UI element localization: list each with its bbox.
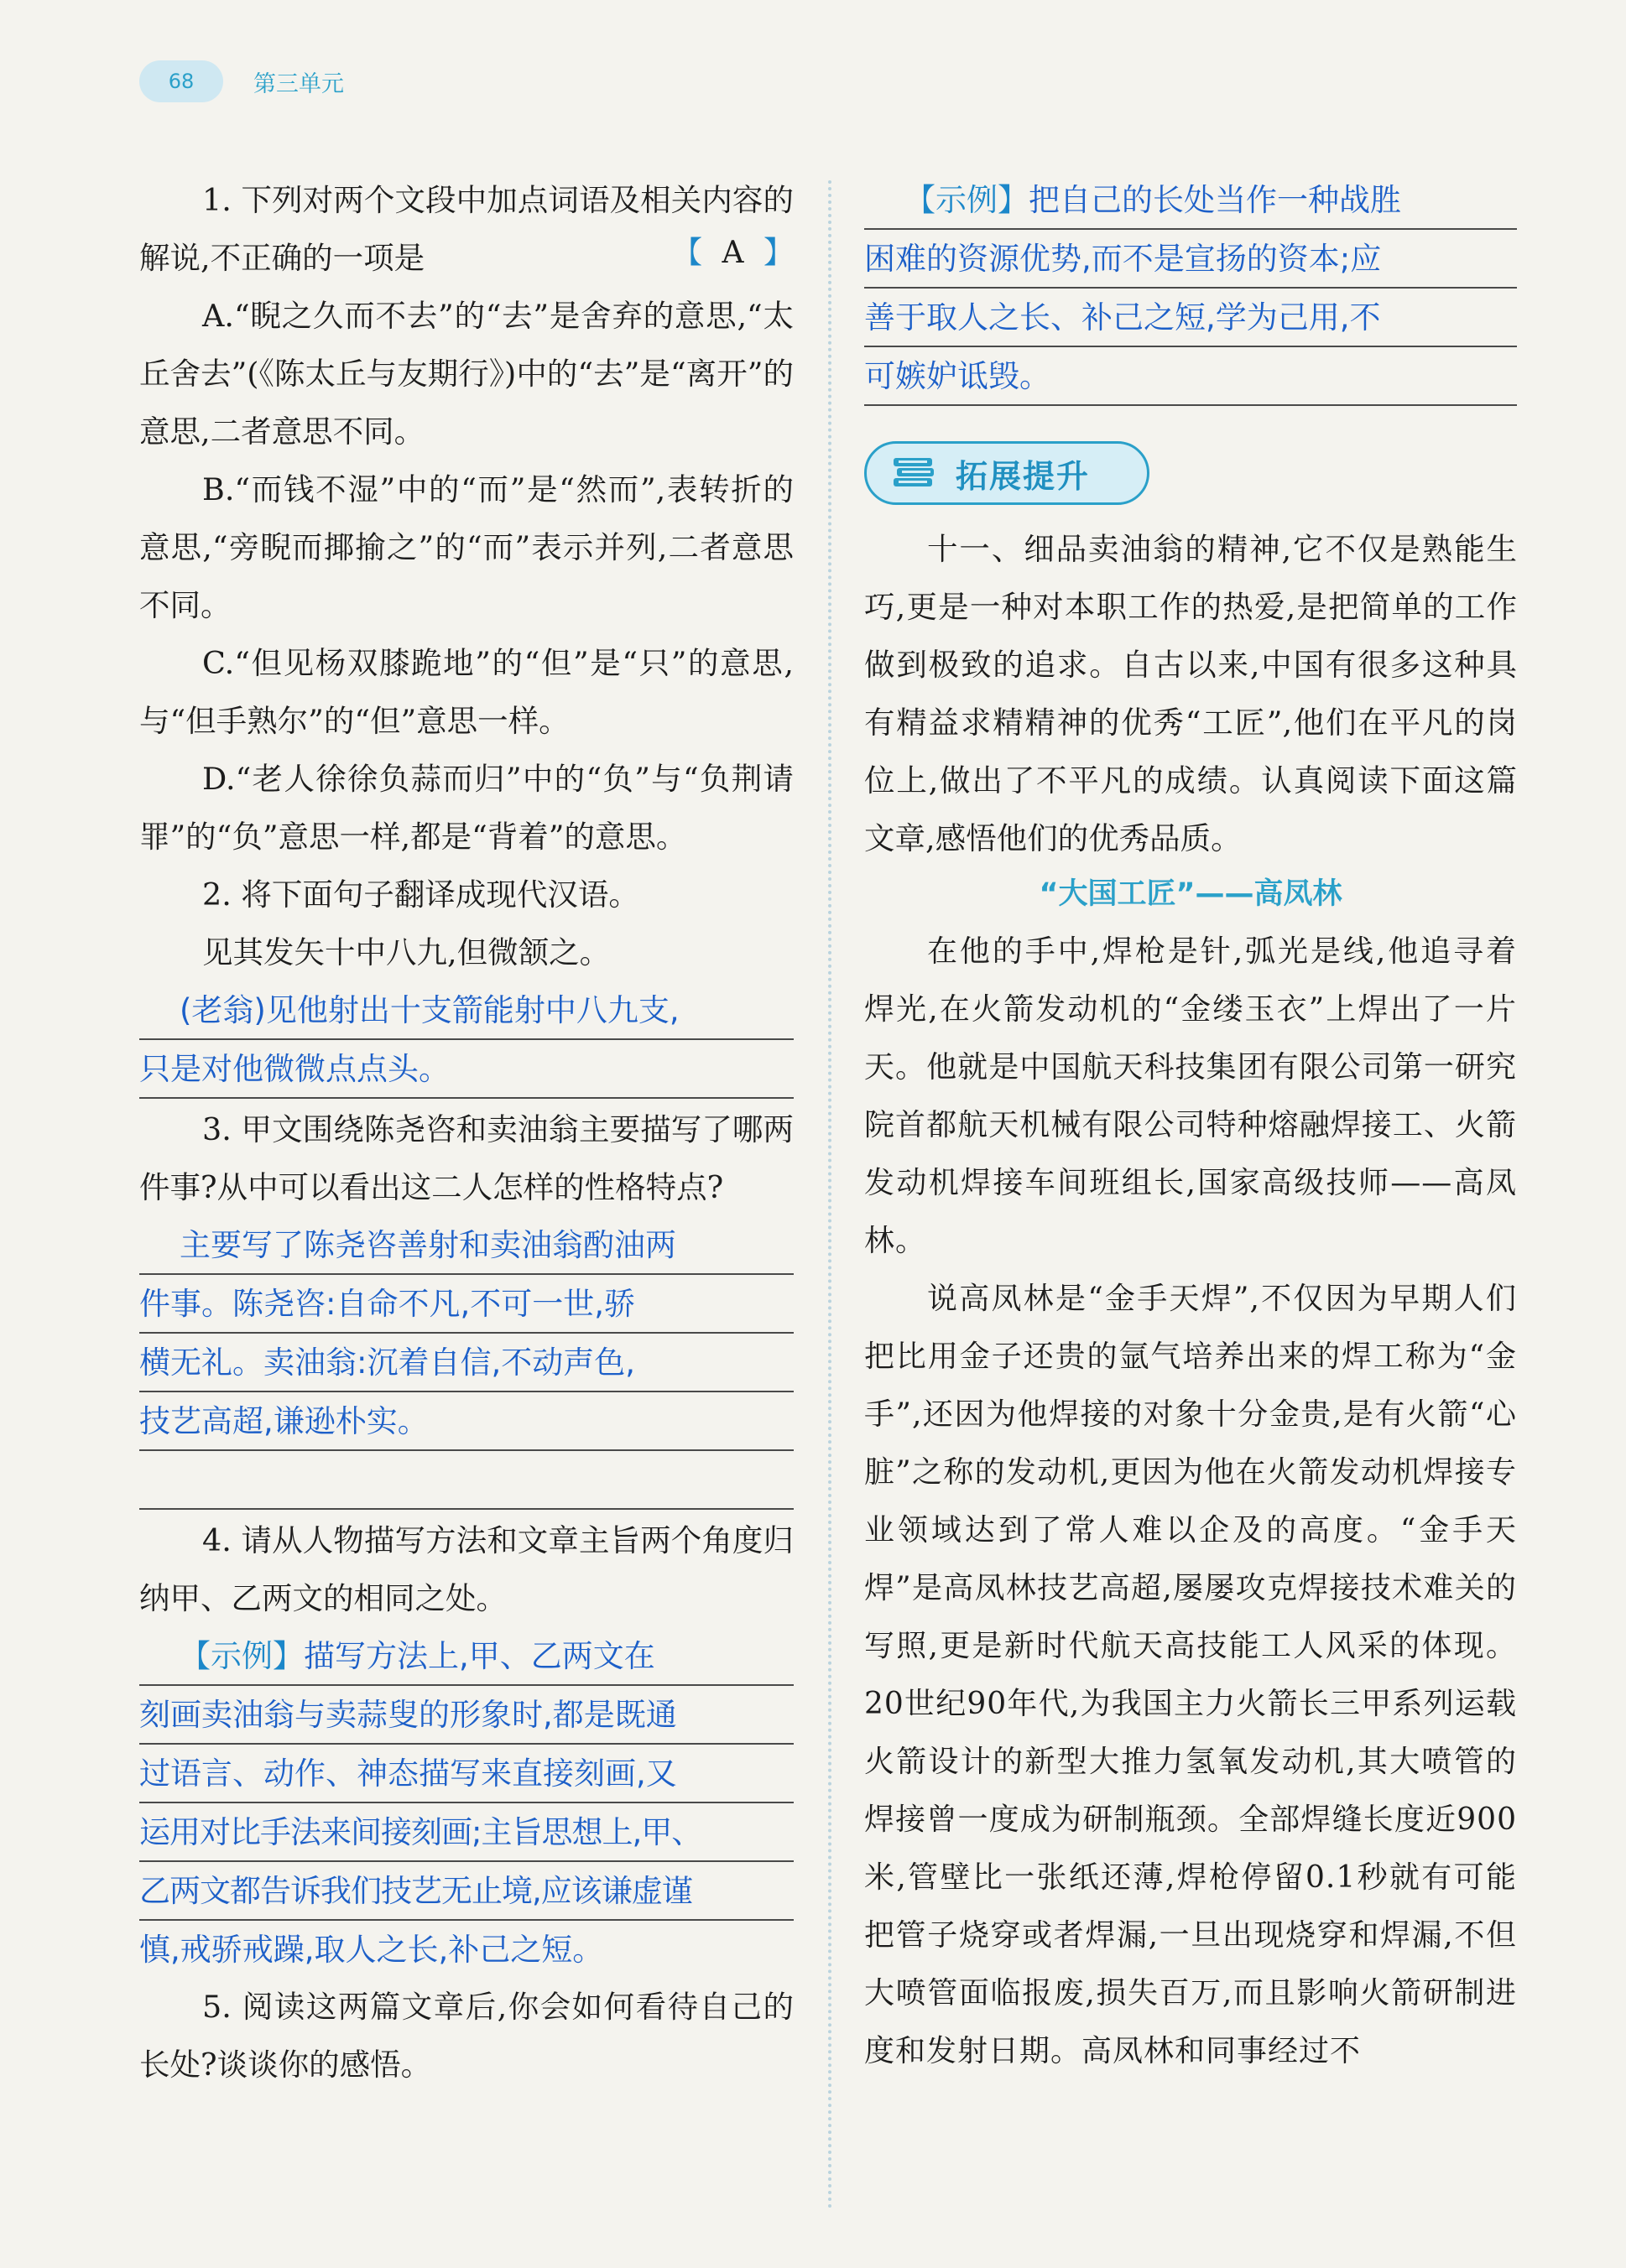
question-5-answer [864, 171, 1517, 406]
question-3-stem: 3. 甲文围绕陈尧咨和卖油翁主要描写了哪两件事?从中可以看出这二人怎样的性格特点? [139, 1111, 794, 1205]
question-3-answer [139, 1216, 794, 1510]
section-badge-label: 拓展提升 [956, 457, 1091, 495]
answer-line: 可嫉妒诋毁。 [864, 347, 1517, 406]
question-1-stem: 1. 下列对两个文段中加点词语及相关内容的解说,不正确的一项是 [139, 182, 794, 276]
example-tag: 【示例】 [180, 1638, 304, 1674]
question-4-answer [139, 1627, 794, 1978]
question-2-stem: 2. 将下面句子翻译成现代汉语。 [202, 877, 639, 913]
answer-line: 【示例】把自己的长处当作一种战胜 [864, 171, 1517, 230]
right-column [864, 171, 1517, 2080]
section-badge [864, 441, 1149, 505]
option-c: C.“但见杨双膝跪地”的“但”是“只”的意思,与“但手熟尔”的“但”意思一样。 [139, 645, 794, 739]
answer-line: 【示例】描写方法上,甲、乙两文在 [139, 1627, 794, 1686]
option-d: D.“老人徐徐负蒜而归”中的“负”与“负荆请罪”的“负”意思一样,都是“背着”的意思。 [139, 761, 794, 855]
question-2-sentence: 见其发矢十中八九,但微颔之。 [202, 934, 611, 970]
answer-line: 善于取人之长、补己之短,学为己用,不 [864, 289, 1517, 347]
article-paragraph: 在他的手中,焊枪是针,弧光是线,他追寻着焊光,在火箭发动机的“金缕玉衣”上焊出了一片天。他就是中国航天科技集团有限公司第一研究院首都航天机械有限公司特种熔融焊接工、火箭发动机焊接车间班组长,国家高级技师——高凤林。 [864, 934, 1517, 1258]
question-4-stem: 4. 请从人物描写方法和文章主旨两个角度归纳甲、乙两文的相同之处。 [139, 1522, 794, 1616]
column-divider [828, 180, 831, 2210]
left-column [139, 171, 794, 2094]
answer-line: (老翁)见他射出十支箭能射中八九支, [139, 981, 794, 1040]
question-1-answer: 【 A 】 [672, 236, 794, 270]
answer-line: 件事。陈尧咨:自命不凡,不可一世,骄 [139, 1275, 794, 1334]
page-number: 68 [139, 60, 223, 102]
question-5-stem: 5. 阅读这两篇文章后,你会如何看待自己的长处?谈谈你的感悟。 [139, 1989, 794, 2083]
answer-line: 横无礼。卖油翁:沉着自信,不动声色, [139, 1334, 794, 1392]
option-a: A.“睨之久而不去”的“去”是舍弃的意思,“太丘舍去”(《陈太丘与友期行》)中的“去”是“离开”的意思,二者意思不同。 [139, 298, 794, 450]
answer-line-blank [139, 1451, 794, 1510]
question-1 [139, 171, 794, 287]
answer-line: 主要写了陈尧咨善射和卖油翁酌油两 [139, 1216, 794, 1275]
article-title: “大国工匠”——高凤林 [1039, 877, 1342, 911]
answer-line: 刻画卖油翁与卖蒜叟的形象时,都是既通 [139, 1686, 794, 1745]
unit-title: 第三单元 [253, 70, 344, 97]
question-2-answer [139, 981, 794, 1099]
article-paragraph: 说高凤林是“金手天焊”,不仅因为早期人们把比用金子还贵的氩气培养出来的焊工称为“金手”,还因为他焊接的对象十分金贵,是有火箭“心脏”之称的发动机,更因为他在火箭发动机焊接专业领域达到了常人难以企及的高度。“金手天焊”是高凤林技艺高超,屡屡攻克焊接技术难关的写照,更是新时代航天高技能工人风采的体现。20世纪90年代,为我国主力火箭长三甲系列运载火箭设计的新型大推力氢氧发动机,其大喷管的焊接曾一度成为研制瓶颈。全部焊缝长度近900米,管壁比一张纸还薄,焊枪停留0.1秒就有可能把管子烧穿或者焊漏,一旦出现烧穿和焊漏,不但大喷管面临报废,损失百万,而且影响火箭研制进度和发射日期。高凤林和同事经过不 [864, 1282, 1517, 2068]
page-header [139, 59, 344, 104]
books-stack-icon [890, 453, 937, 493]
option-b: B.“而钱不湿”中的“而”是“然而”,表转折的意思,“旁睨而揶揄之”的“而”表示并列,二者意思不同。 [139, 471, 794, 623]
answer-line: 困难的资源优势,而不是宣扬的资本;应 [864, 230, 1517, 289]
answer-line: 运用对比手法来间接刻画;主旨思想上,甲、 [139, 1803, 794, 1862]
answer-line: 乙两文都告诉我们技艺无止境,应该谦虚谨 [139, 1862, 794, 1921]
answer-line: 过语言、动作、神态描写来直接刻画,又 [139, 1745, 794, 1803]
answer-line: 慎,戒骄戒躁,取人之长,补己之短。 [139, 1932, 604, 1968]
answer-line: 技艺高超,谦逊朴实。 [139, 1392, 794, 1451]
answer-line: 只是对他微微点点头。 [139, 1040, 794, 1099]
question-11-intro: 十一、细品卖油翁的精神,它不仅是熟能生巧,更是一种对本职工作的热爱,是把简单的工作做到极致的追求。自古以来,中国有很多这种具有精益求精精神的优秀“工匠”,他们在平凡的岗位上,做出了不平凡的成绩。认真阅读下面这篇文章,感悟他们的优秀品质。 [864, 531, 1517, 856]
example-tag: 【示例】 [904, 182, 1029, 218]
